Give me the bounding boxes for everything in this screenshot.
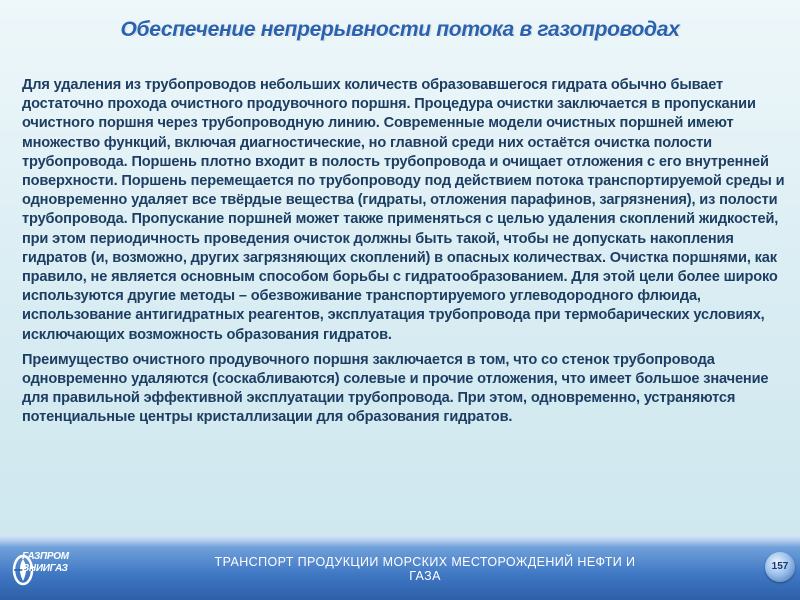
slide-title: Обеспечение непрерывности потока в газопроводах — [120, 18, 680, 41]
paragraph-2: Преимущество очистного продувочного поршня заключается в том, что со стенок трубопровода одновременно удаляются (соскабливаются) солевые и прочие отложения, что имеет большое значение для правильной эффективной эксплуатации трубопровода. При этом, одновременно, устраняются потенциальные центры кристаллизации для образования гидратов. — [22, 351, 769, 426]
footer-sheen — [0, 535, 800, 547]
logo-text: ГАЗПРОМ ВНИИГАЗ — [22, 551, 69, 574]
footer-caption: ТРАНСПОРТ ПРОДУКЦИИ МОРСКИХ МЕСТОРОЖДЕНИЙ НЕФТИ И ГАЗА — [214, 555, 636, 583]
page-number-badge: 157 — [765, 552, 795, 582]
paragraph-1: Для удаления из трубопроводов небольших количеств образовавшегося гидрата обычно бывает достаточно прохода очистного продувочного поршня. Процедура очистки заключается в пропускании очистного поршня через трубопроводную линию. Современные модели очистных поршней имеют множество функций, включая диагностические, но главной среди них остаётся очистка полости трубопровода. Поршень плотно входит в полость трубопровода и очищает отложения с его внутренней поверхности. Поршень перемещается по трубопроводу под действием потока транспортируемой среды и одновременно удаляет все твёрдые вещества (гидраты, отложения парафинов, загрязнения), из полости трубопровода. Пропускание поршней может также применяться с целью удаления скоплений жидкостей, при этом периодичность проведения очисток должны быть такой, чтобы не допускать накопления гидратов (и, возможно, других загрязняющих скоплений) в опасных количествах. Очистка поршнями, как правило, не является основным способом борьбы с гидратообразованием. Для этой цели более широко используются другие методы – обезвоживание транспортируемого углеводородного флюида, использование антигидратных реагентов, эксплуатация трубопровода при термобарических условиях, исключающих возможность образования гидратов. — [22, 77, 785, 343]
slide-body — [22, 76, 792, 428]
